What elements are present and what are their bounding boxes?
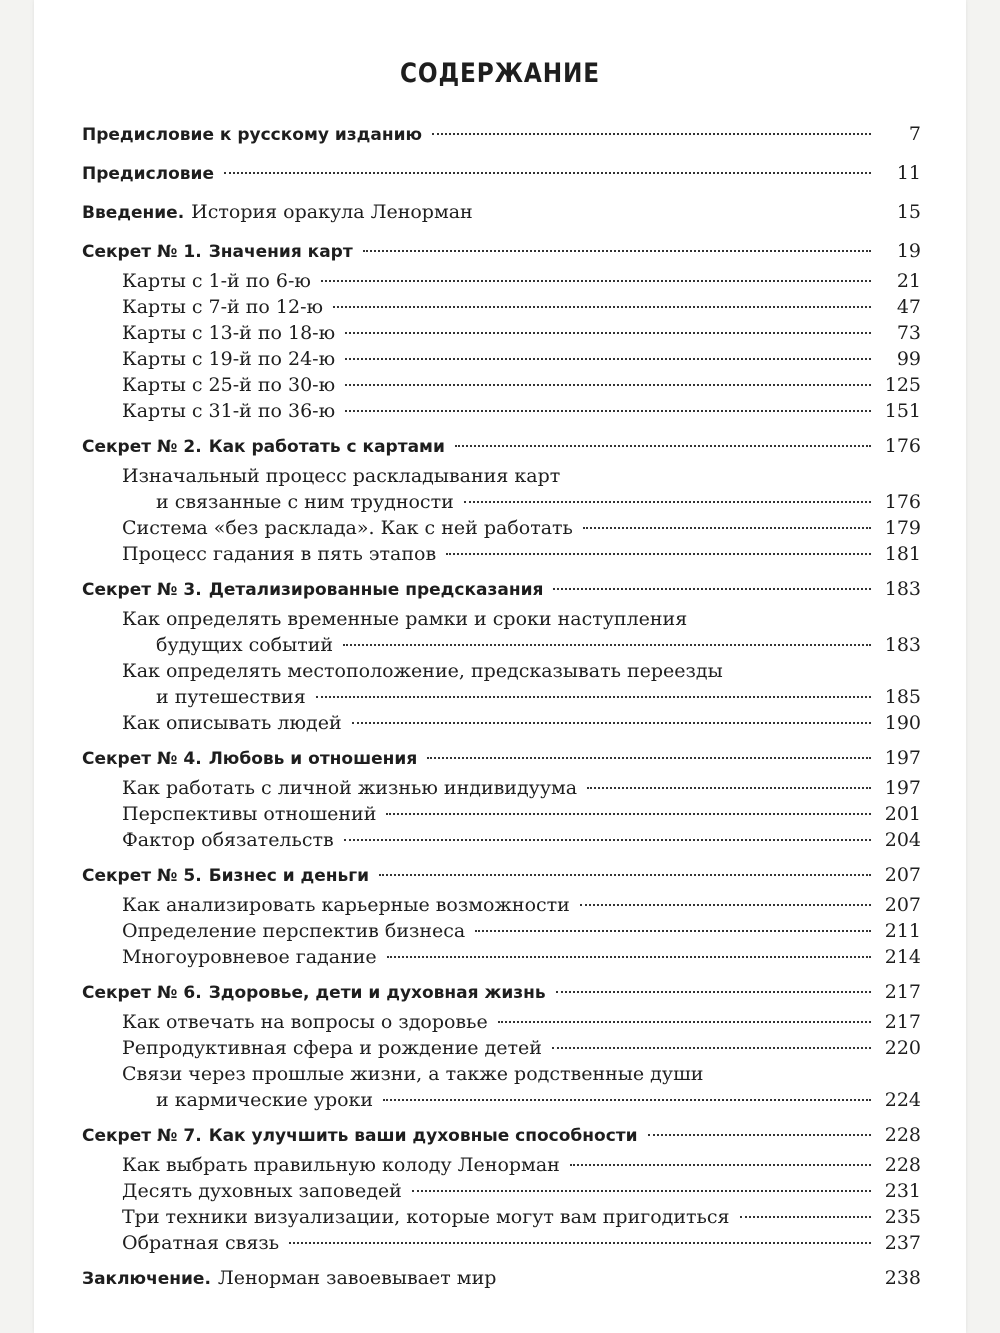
page-number: 204 [884, 829, 921, 851]
page-number: 217 [884, 1011, 921, 1033]
book-page [34, 0, 966, 1333]
dot-leader [446, 553, 871, 555]
dot-leader [363, 250, 871, 252]
entry-label: Как описывать людей [122, 712, 342, 734]
toc-subentry[interactable] [82, 827, 921, 853]
dot-leader [498, 1021, 871, 1023]
page-number: 190 [884, 712, 921, 734]
table-of-contents [82, 118, 921, 1295]
dot-leader [740, 1216, 872, 1218]
toc-subentry[interactable] [82, 892, 921, 918]
entry-label: Десять духовных заповедей [122, 1180, 402, 1202]
entry-label: Фактор обязательств [122, 829, 334, 851]
toc-subentry-continued[interactable] [82, 684, 921, 710]
page-title: СОДЕРЖАНИЕ [399, 58, 601, 89]
toc-entry-conclusion[interactable] [82, 1262, 921, 1295]
page-number: 7 [908, 123, 921, 145]
dot-leader [345, 410, 871, 412]
dot-leader [333, 306, 871, 308]
page-number: 207 [884, 894, 921, 916]
entry-title: Ленорман завоевывает мир [217, 1267, 497, 1289]
page-number: 228 [884, 1124, 921, 1146]
dot-leader [648, 1134, 871, 1136]
page-number: 231 [884, 1180, 921, 1202]
page-number: 217 [884, 981, 921, 1003]
entry-label: Предисловие к русскому изданию [82, 125, 423, 145]
toc-subentry[interactable] [82, 294, 921, 320]
entry-label: Процесс гадания в пять этапов [122, 543, 437, 565]
toc-entry-secret-2[interactable] [82, 430, 921, 463]
toc-subentry[interactable] [82, 346, 921, 372]
dot-leader [379, 874, 871, 876]
entry-label: Секрет № 4. [82, 749, 202, 769]
dot-leader [345, 384, 871, 386]
toc-entry-secret-5[interactable] [82, 859, 921, 892]
toc-entry-intro[interactable] [82, 196, 921, 229]
toc-subentry[interactable] [82, 541, 921, 567]
toc-subentry[interactable] [82, 710, 921, 736]
entry-label: Секрет № 1. [82, 242, 202, 262]
entry-label: Система «без расклада». Как с ней работать [122, 517, 573, 539]
dot-leader [475, 930, 871, 932]
entry-title: Как улучшить ваши духовные способности [208, 1126, 638, 1146]
page-number: 99 [896, 348, 921, 370]
dot-leader [224, 172, 871, 174]
toc-subentry[interactable] [82, 1204, 921, 1230]
entry-title: Как работать с картами [208, 437, 445, 457]
dot-leader [583, 527, 871, 529]
toc-subentry[interactable] [82, 1009, 921, 1035]
page-number: 176 [884, 435, 921, 457]
page-number: 11 [896, 162, 921, 184]
page-number: 224 [884, 1089, 921, 1111]
dot-leader [345, 332, 871, 334]
dot-leader [427, 757, 871, 759]
toc-subentry[interactable] [82, 918, 921, 944]
entry-label: Карты с 31-й по 36-ю [122, 400, 336, 422]
dot-leader [321, 280, 871, 282]
entry-label: Заключение. [82, 1269, 211, 1289]
page-number: 151 [884, 400, 921, 422]
toc-entry-secret-7[interactable] [82, 1119, 921, 1152]
toc-subentry[interactable] [82, 606, 921, 632]
page-number: 176 [884, 491, 921, 513]
entry-label: Как определять местоположение, предсказывать переезды [122, 660, 723, 682]
dot-leader [344, 839, 871, 841]
entry-label: Связи через прошлые жизни, а также родственные души [122, 1063, 704, 1085]
dot-leader [570, 1164, 871, 1166]
toc-subentry[interactable] [82, 1230, 921, 1256]
dot-leader [316, 696, 871, 698]
page-number: 220 [884, 1037, 921, 1059]
entry-label-continued: и связанные с ним трудности [156, 491, 454, 513]
page-number: 47 [896, 296, 921, 318]
entry-label: Как анализировать карьерные возможности [122, 894, 570, 916]
page-number: 15 [896, 201, 921, 223]
dot-leader [386, 813, 871, 815]
page-number: 237 [884, 1232, 921, 1254]
toc-subentry[interactable] [82, 658, 921, 684]
page-number: 185 [884, 686, 921, 708]
page-number: 181 [884, 543, 921, 565]
entry-title: История оракула Ленорман [191, 201, 473, 223]
entry-title: Любовь и отношения [208, 749, 418, 769]
page-number: 214 [884, 946, 921, 968]
dot-leader [556, 991, 871, 993]
page-number: 211 [884, 920, 921, 942]
entry-label: Как выбрать правильную колоду Ленорман [122, 1154, 560, 1176]
toc-subentry[interactable] [82, 944, 921, 970]
dot-leader [412, 1190, 871, 1192]
entry-label: Карты с 25-й по 30-ю [122, 374, 336, 396]
dot-leader [587, 787, 871, 789]
page-number: 21 [896, 270, 921, 292]
toc-entry-secret-4[interactable] [82, 742, 921, 775]
toc-subentry[interactable] [82, 268, 921, 294]
entry-title: Детализированные предсказания [208, 580, 544, 600]
dot-leader [506, 1277, 871, 1279]
entry-label: Многоуровневое гадание [122, 946, 377, 968]
dot-leader [464, 501, 871, 503]
dot-leader [387, 956, 871, 958]
toc-subentry[interactable] [82, 320, 921, 346]
entry-label: Предисловие [82, 164, 214, 184]
entry-label: Три техники визуализации, которые могут вам пригодиться [122, 1206, 730, 1228]
entry-label: Как работать с личной жизнью индивидуума [122, 777, 578, 799]
dot-leader [483, 211, 871, 213]
dot-leader [553, 588, 871, 590]
entry-label-continued: будущих событий [156, 634, 334, 656]
toc-entry-secret-6[interactable] [82, 976, 921, 1009]
page-number: 73 [896, 322, 921, 344]
toc-subentry[interactable] [82, 1035, 921, 1061]
page-number: 183 [884, 634, 921, 656]
toc-subentry[interactable] [82, 463, 921, 489]
toc-subentry[interactable] [82, 1178, 921, 1204]
entry-label: Секрет № 7. [82, 1126, 202, 1146]
dot-leader [580, 904, 871, 906]
entry-label-continued: и кармические уроки [156, 1089, 374, 1111]
page-number: 197 [884, 777, 921, 799]
page-number: 125 [884, 374, 921, 396]
page-number: 179 [884, 517, 921, 539]
toc-entry-secret-1[interactable] [82, 235, 921, 268]
page-number: 183 [884, 578, 921, 600]
toc-entry-secret-3[interactable] [82, 573, 921, 606]
toc-subentry[interactable] [82, 1152, 921, 1178]
entry-label: Как определять временные рамки и сроки наступления [122, 608, 688, 630]
entry-label: Обратная связь [122, 1232, 280, 1254]
dot-leader [345, 358, 871, 360]
page-number: 228 [884, 1154, 921, 1176]
entry-title: Значения карт [208, 242, 353, 262]
toc-subentry[interactable] [82, 775, 921, 801]
entry-label: Секрет № 5. [82, 866, 202, 886]
entry-label: Введение. [82, 203, 185, 223]
entry-label: Карты с 7-й по 12-ю [122, 296, 324, 318]
toc-entry-preface-ru[interactable] [82, 118, 921, 151]
entry-label: Секрет № 2. [82, 437, 202, 457]
toc-subentry-continued[interactable] [82, 1087, 921, 1113]
entry-label: Секрет № 3. [82, 580, 202, 600]
toc-entry-preface[interactable] [82, 157, 921, 190]
entry-label: Карты с 13-й по 18-ю [122, 322, 336, 344]
entry-label: Репродуктивная сфера и рождение детей [122, 1037, 542, 1059]
page-number: 201 [884, 803, 921, 825]
entry-label: Секрет № 6. [82, 983, 202, 1003]
dot-leader [343, 644, 871, 646]
toc-subentry[interactable] [82, 398, 921, 424]
dot-leader [552, 1047, 871, 1049]
entry-label-continued: и путешествия [156, 686, 306, 708]
toc-subentry[interactable] [82, 1061, 921, 1087]
entry-label: Определение перспектив бизнеса [122, 920, 466, 942]
toc-subentry[interactable] [82, 801, 921, 827]
entry-label: Карты с 19-й по 24-ю [122, 348, 336, 370]
toc-subentry-continued[interactable] [82, 632, 921, 658]
toc-subentry[interactable] [82, 515, 921, 541]
page-number: 19 [896, 240, 921, 262]
entry-title: Здоровье, дети и духовная жизнь [208, 983, 546, 1003]
dot-leader [289, 1242, 871, 1244]
page-number: 197 [884, 747, 921, 769]
page-number: 235 [884, 1206, 921, 1228]
page-number: 207 [884, 864, 921, 886]
dot-leader [432, 133, 871, 135]
entry-label: Карты с 1-й по 6-ю [122, 270, 311, 292]
entry-title: Бизнес и деньги [208, 866, 370, 886]
entry-label: Как отвечать на вопросы о здоровье [122, 1011, 488, 1033]
toc-subentry[interactable] [82, 372, 921, 398]
entry-label: Изначальный процесс раскладывания карт [122, 465, 561, 487]
dot-leader [455, 445, 871, 447]
dot-leader [352, 722, 871, 724]
page-number: 238 [884, 1267, 921, 1289]
dot-leader [383, 1099, 871, 1101]
toc-subentry-continued[interactable] [82, 489, 921, 515]
entry-label: Перспективы отношений [122, 803, 377, 825]
